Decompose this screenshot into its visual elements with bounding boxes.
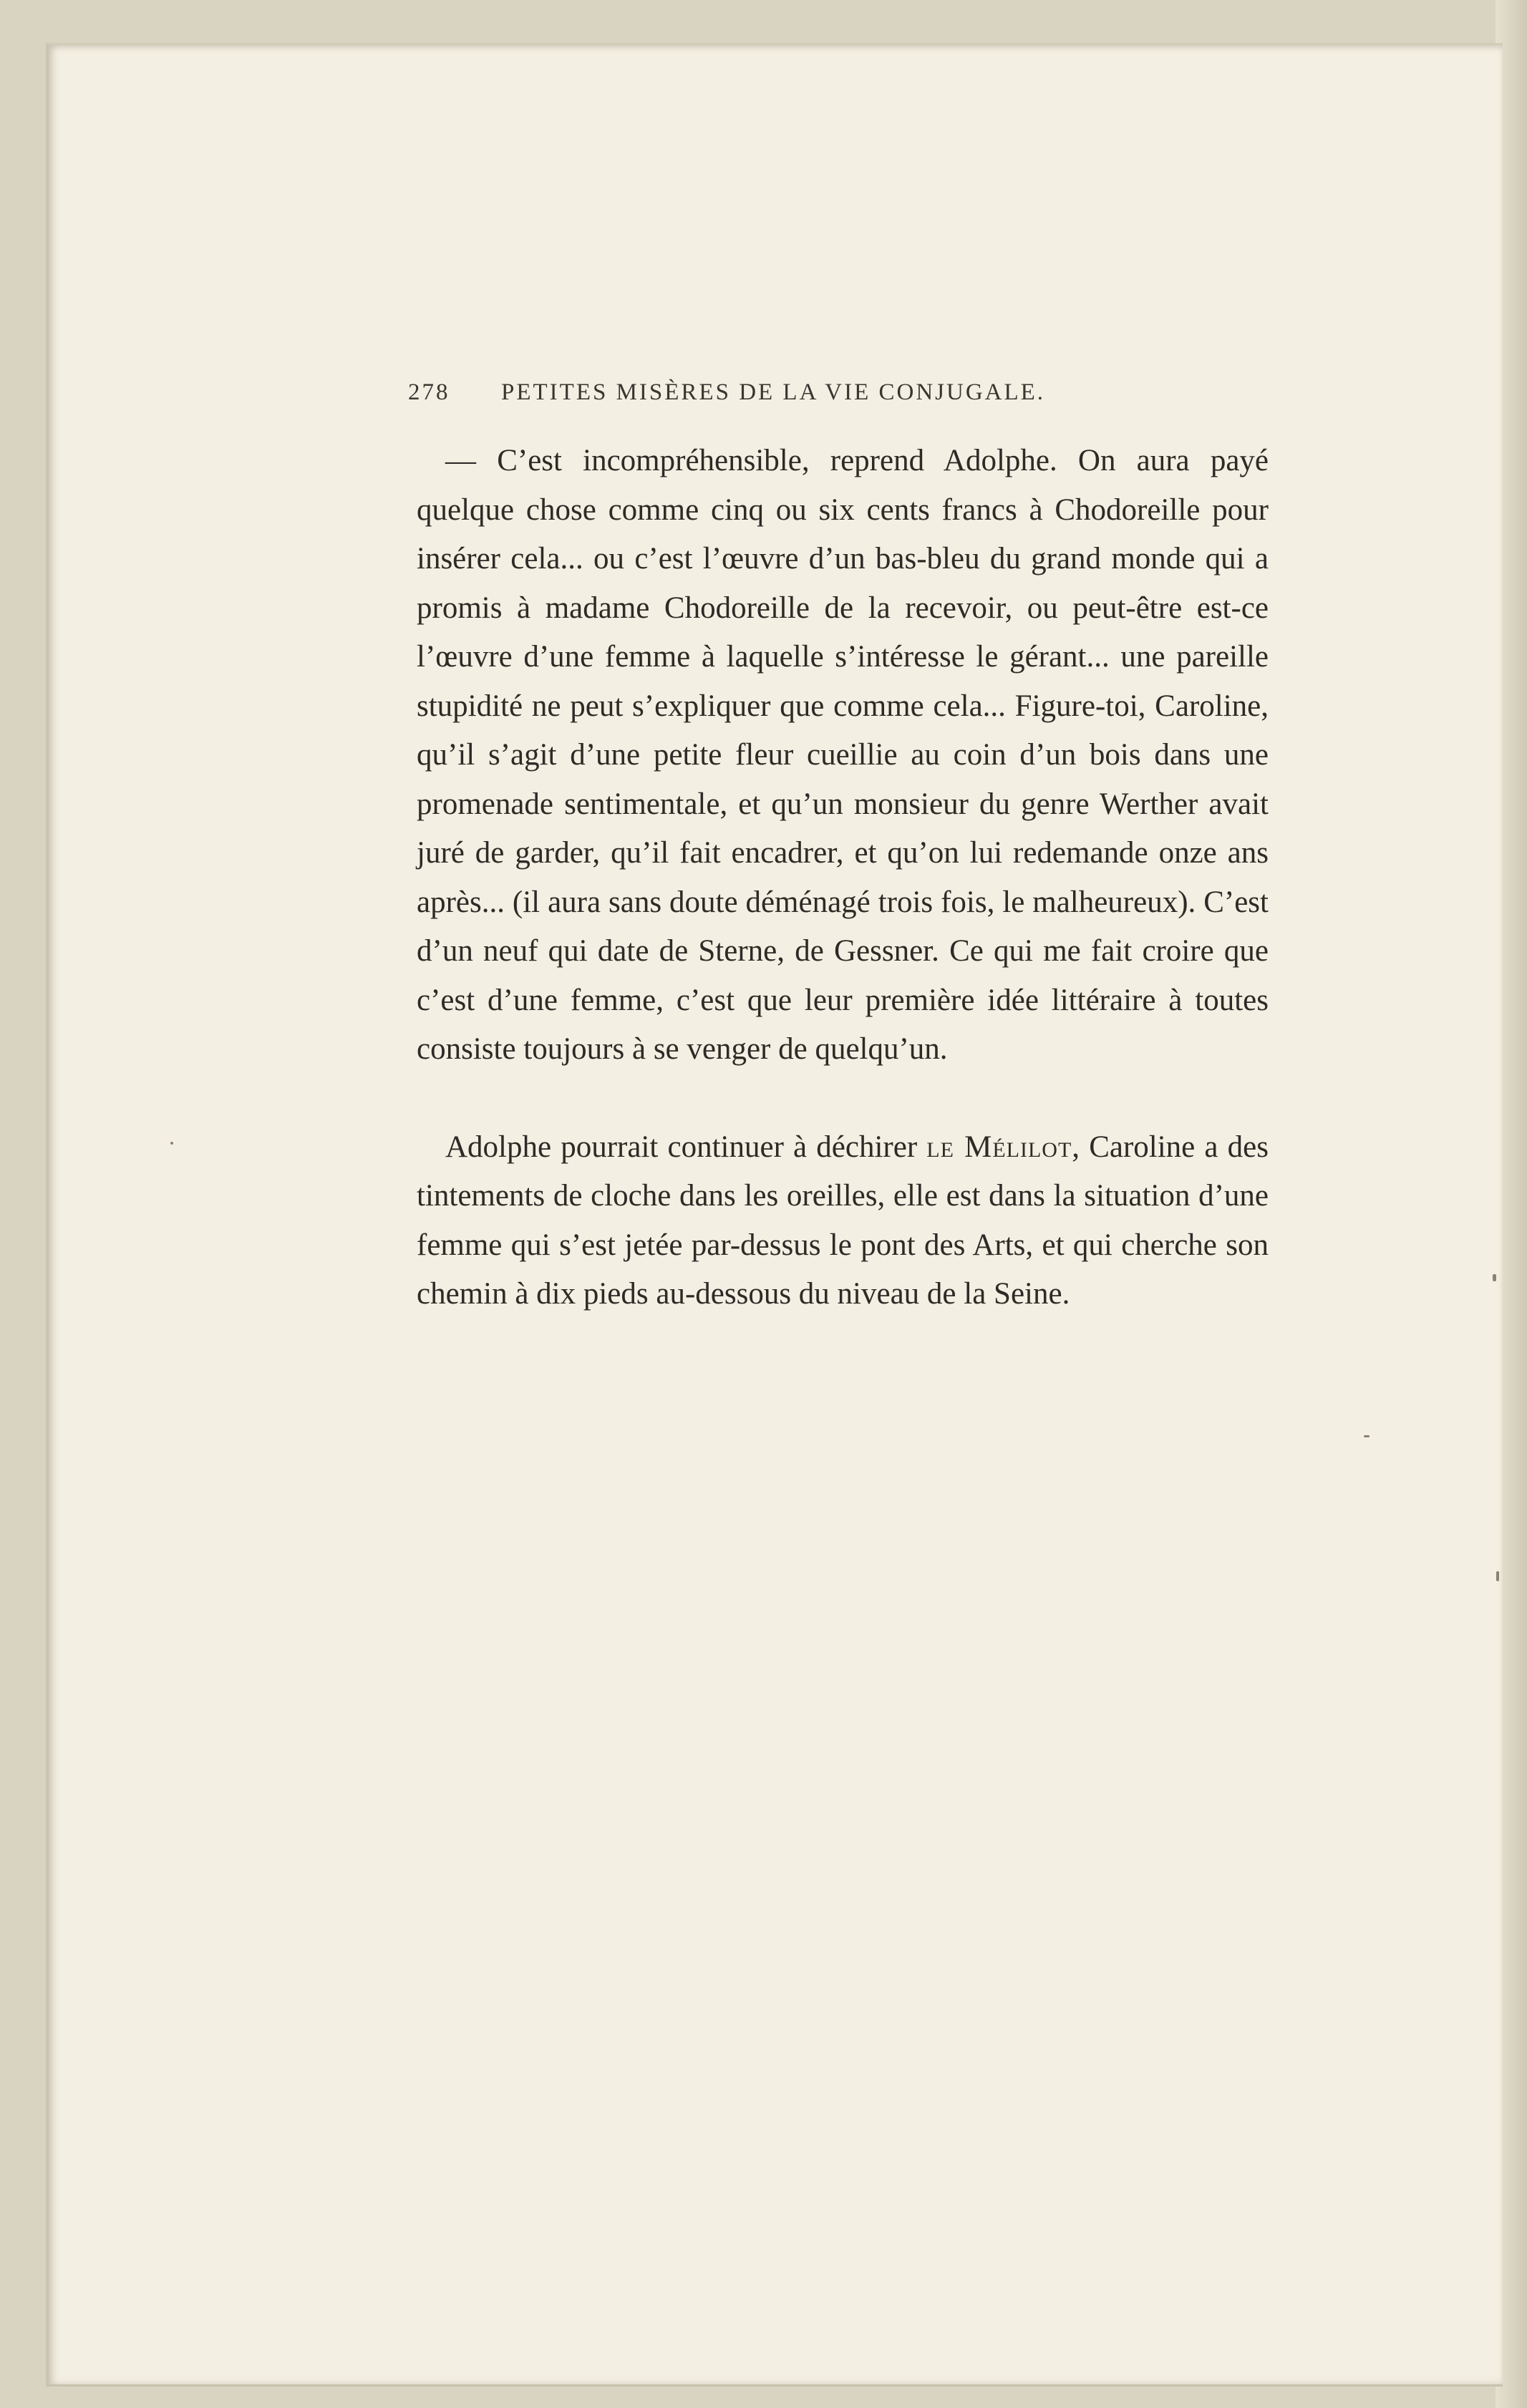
body-text (417, 437, 1269, 1319)
paragraph-narration-start: Adolphe pourrait continuer à déchirer (445, 1130, 927, 1164)
page-number: 278 (408, 379, 450, 405)
paper-speck (1493, 1274, 1496, 1281)
paper-speck (1364, 1435, 1370, 1437)
paper-speck (170, 1142, 173, 1145)
paragraph-narration (417, 1123, 1269, 1319)
paragraph-narration-end: , Caroline a des tintements de cloche dans les oreilles, elle est dans la situation d’une femme qui s’est jetée par-dessus le pont des Arts, et qui cherche son chemin à dix pieds au-dessous du niveau de la Seine. (417, 1130, 1269, 1311)
running-head (408, 379, 1153, 406)
journal-title: le Mélilot (926, 1130, 1072, 1164)
paragraph-dialogue: — C’est incompréhensible, reprend Adolphe. On aura payé quelque chose comme cinq ou six cents francs à Chodoreille pour insérer cela... ou c’est l’œuvre d’un bas-bleu du grand monde qui a promis à madame Chodoreille de la recevoir, ou peut-être est-ce l’œuvre d’une femme à laquelle s’intéresse le gérant... une pareille stupidité ne peut s’expliquer que comme cela... Figure-toi, Caroline, qu’il s’agit d’une petite fleur cueillie au coin d’un bois dans une promenade sentimentale, et qu’un monsieur du genre Werther avait juré de garder, qu’il fait encadrer, et qu’on lui redemande onze ans après... (il aura sans doute déménagé trois fois, le malheureux). C’est d’un neuf qui date de Sterne, de Gessner. Ce qui me fait croire que c’est d’une femme, c’est que leur première idée littéraire à toutes consiste toujours à se venger de quelqu’un. (417, 444, 1269, 1066)
running-title: PETITES MISÈRES DE LA VIE CONJUGALE. (501, 379, 1046, 405)
paper-speck (1496, 1571, 1499, 1581)
